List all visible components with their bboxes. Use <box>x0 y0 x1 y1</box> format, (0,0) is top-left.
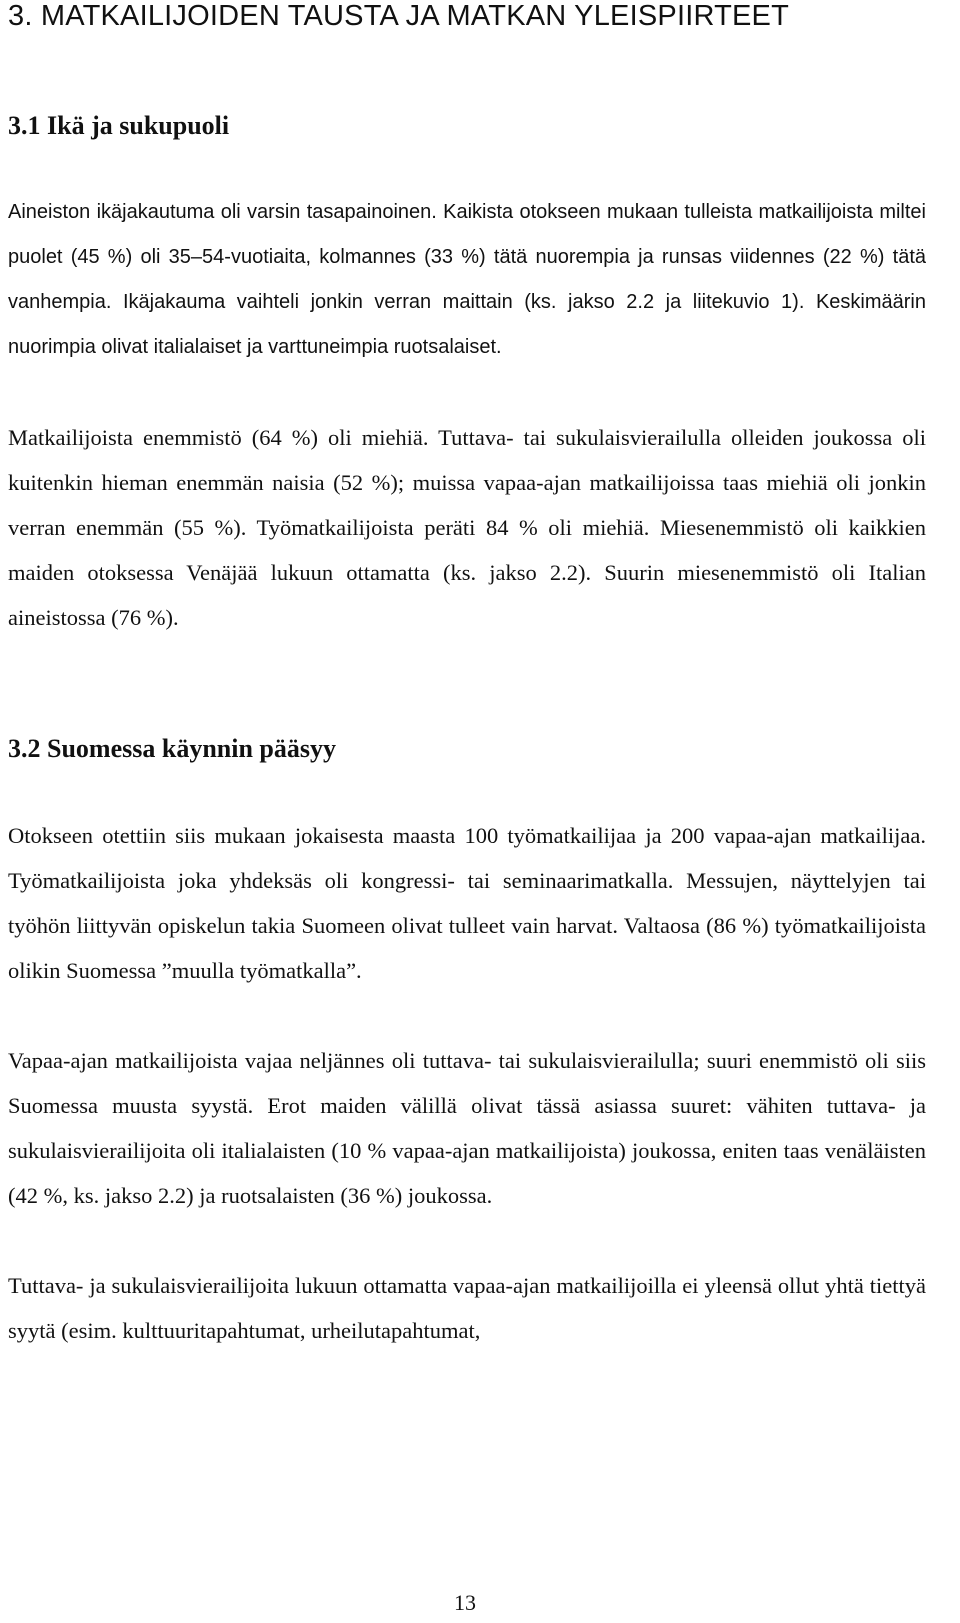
paragraph-sample-composition: Otokseen otettiin siis mukaan jokaisesta maasta 100 työmatkailijaa ja 200 vapaa-ajan matkailijaa. Työmatkailijoista joka yhdeksäs oli kongressi- tai seminaarimatkalla. Messujen, näyttelyjen tai työhön liittyvän opiskelun takia Suomeen olivat tulleet vain harvat. Valtaosa (86 %) työmatkailijoista olikin Suomessa ”muulla työmatkalla”. <box>8 823 926 983</box>
paragraph-age-distribution: Aineiston ikäjakautuma oli varsin tasapainoinen. Kaikista otokseen mukaan tulleista matkailijoista miltei puolet (45 %) oli 35–54-vuotiaita, kolmannes (33 %) tätä nuorempia ja runsas viidennes (22 %) tätä vanhempia. Ikäjakauma vaihteli jonkin verran maittain (ks. jakso 2.2 ja liitekuvio 1). Keskimäärin nuorimpia olivat italialaiset ja varttuneimpia ruotsalaiset. <box>8 201 926 358</box>
paragraph-other-reasons: Tuttava- ja sukulaisvierailijoita lukuun ottamatta vapaa-ajan matkailijoilla ei yleensä ollut yhtä tiettyä syytä (esim. kulttuuritapahtumat, urheilutapahtumat, <box>8 1273 926 1343</box>
chapter-title: 3. MATKAILIJOIDEN TAUSTA JA MATKAN YLEISPIIRTEET <box>8 0 789 32</box>
section-title-age-gender: 3.1 Ikä ja sukupuoli <box>8 111 230 140</box>
document-page <box>8 0 926 1353</box>
page-number: 13 <box>454 1590 476 1615</box>
paragraph-leisure-visitors: Vapaa-ajan matkailijoista vajaa neljännes oli tuttava- tai sukulaisvierailulla; suuri enemmistö oli siis Suomessa muusta syystä. Erot maiden välillä olivat tässä asiassa suuret: vähiten tuttava- ja sukulaisvierailijoita oli italialaisten (10 % vapaa-ajan matkailijoista) joukossa, eniten taas venäläisten (42 %, ks. jakso 2.2) ja ruotsalaisten (36 %) joukossa. <box>8 1048 926 1208</box>
paragraph-gender-distribution: Matkailijoista enemmistö (64 %) oli miehiä. Tuttava- tai sukulaisvierailulla olleiden joukossa oli kuitenkin hieman enemmän naisia (52 %); muissa vapaa-ajan matkailijoissa taas miehiä oli jonkin verran enemmän (55 %). Työmatkailijoista peräti 84 % oli miehiä. Miesenemmistö oli kaikkien maiden otoksessa Venäjää lukuun ottamatta (ks. jakso 2.2). Suurin miesenemmistö oli Italian aineistossa (76 %). <box>8 425 926 630</box>
section-title-main-purpose: 3.2 Suomessa käynnin pääsyy <box>8 734 336 763</box>
